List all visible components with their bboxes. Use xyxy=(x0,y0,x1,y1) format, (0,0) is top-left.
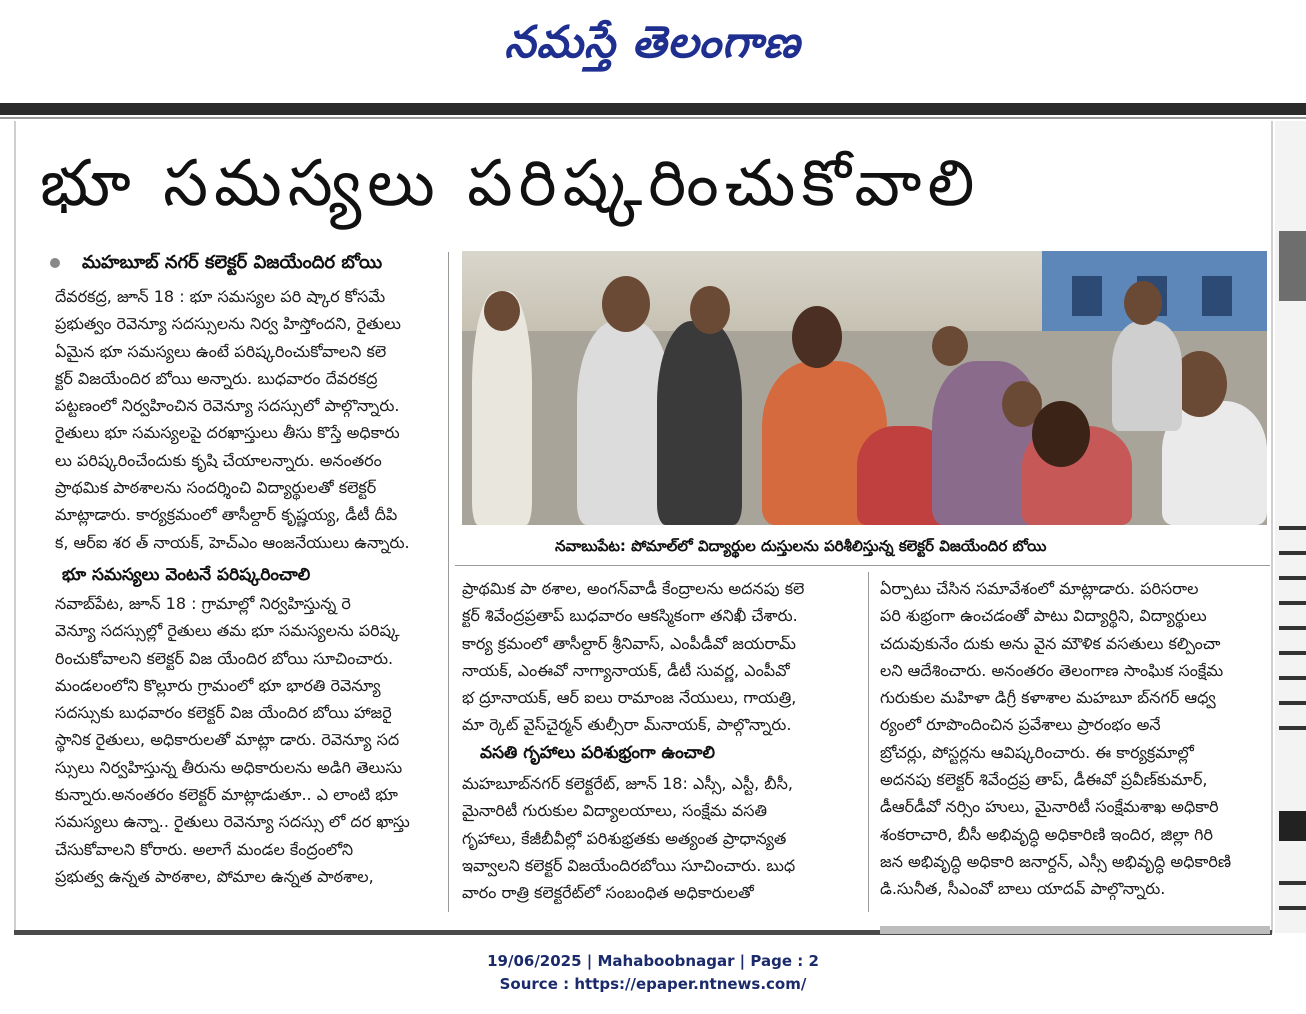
text-line: ఏమైన భూ సమస్యలు ఉంటే పరిష్కరించుకోవాలని కలె xyxy=(55,341,387,361)
byline-text: మహబూబ్ నగర్ కలెక్టర్ విజయేందిర బోయి xyxy=(82,252,383,273)
column-2-bottom xyxy=(462,770,867,906)
footer-source-link[interactable]: Source : https://epaper.ntnews.com/ xyxy=(499,975,807,993)
adjacent-text-line xyxy=(1279,726,1306,730)
photo-person-head xyxy=(932,326,968,366)
text-line: జన అభివృద్ధి అధికారి జనార్దన్, ఎస్సీ అభివృద్ధి అధికారిణి xyxy=(880,851,1232,871)
adjacent-text-line xyxy=(1279,906,1306,910)
bullet-icon xyxy=(50,258,60,268)
text-line: శంకరాచారి, బీసీ అభివృద్ధి అధికారిణి ఇందిర, జిల్లా గిరి xyxy=(880,824,1213,844)
adjacent-text-line xyxy=(1279,651,1306,655)
text-line: పట్టణంలో నిర్వహించిన రెవెన్యూ సదస్సులో పాల్గొన్నారు. xyxy=(55,396,400,416)
text-line: లని ఆదేశించారు. అనంతరం తెలంగాణ సాంఘిక సంక్షేమ xyxy=(880,660,1224,680)
text-line: పరి శుభ్రంగా ఉంచడంతో పాటు విద్యార్థిని, విద్యార్థులు xyxy=(880,606,1207,626)
adjacent-text-line xyxy=(1279,626,1306,630)
text-line: లు పరిష్కరించేందుకు కృషి చేయాలన్నారు. అనంతరం xyxy=(55,450,382,470)
text-line: క్టర్ విజయేందిర బోయి అన్నారు. బుధవారం దేవరకద్ర xyxy=(55,368,378,388)
text-line: డి.సునీత, సీఎంవో బాలు యాదవ్ పాల్గొన్నారు. xyxy=(880,879,1166,899)
adjacent-text-line xyxy=(1279,881,1306,885)
text-line: దేవరకద్ర, జూన్ 18 : భూ సమస్యల పరి ష్కార కోసమే xyxy=(55,287,386,306)
text-line: భ ద్రూనాయక్, ఆర్ ఐలు రామాంజ నేయులు, గాయత్రి, xyxy=(462,688,797,708)
text-line: ఇవ్వాలని కలెక్టర్ విజయేందిరబోయి సూచించారు. బుధ xyxy=(462,855,796,875)
text-line: గురుకుల మహిళా డిగ్రీ కళాశాల మహబూ బ్‌నగర్ ఆధ్వ xyxy=(880,688,1216,708)
footer-date-edition: 19/06/2025 | Mahaboobnagar | Page : 2 xyxy=(487,952,819,970)
article-photo xyxy=(462,251,1267,525)
text-line: మహబూబ్‌నగర్ కలెక్టరేట్, జూన్ 18: ఎస్సీ, ఎస్టీ, బీసీ, xyxy=(462,774,793,793)
text-line: స్థానిక రైతులు, అధికారులతో మాట్లా డారు. రెవెన్యూ సద xyxy=(55,730,400,750)
text-line: ఏర్పాటు చేసిన సమావేశంలో మాట్లాడారు. పరిసరాల xyxy=(880,579,1199,598)
text-line: మండలంలోని కొల్లూరు గ్రామంలో భూ భారతి రెవెన్యూ xyxy=(55,675,381,695)
text-line: కార్య క్రమంలో తాసీల్దార్ శ్రీనివాస్, ఎంపీడీవో జయరామ్ xyxy=(462,633,796,653)
photo-person xyxy=(657,321,742,525)
adjacent-text-line xyxy=(1279,601,1306,605)
photo-window xyxy=(1202,276,1232,316)
text-line: నవాబ్‌పేట, జూన్ 18 : గ్రామాల్లో నిర్వహిస్తున్న రె xyxy=(55,594,351,613)
text-line: రైతులు భూ సమస్యలపై దరఖాస్తులు తీసు కొస్తే అధికారు xyxy=(55,423,400,443)
photo-window xyxy=(1072,276,1102,316)
newspaper-logo: నమస్తే తెలంగాణ xyxy=(504,17,801,68)
text-line: నాయక్, ఎంఈవో నాగ్యానాయక్, డీటీ సువర్ణ, ఎంపీవో xyxy=(462,660,790,680)
text-line: గృహాలు, కేజీబీవీల్లో పరిశుభ్రతకు అత్యంత ప్రాధాన్యత xyxy=(462,828,787,848)
text-line: మా ర్కెట్ వైస్‌చైర్మన్ తుల్సీరా మ్‌నాయక్, పాల్గొన్నారు. xyxy=(462,715,792,735)
text-line: కున్నారు.అనంతరం కలెక్టర్ మాట్లాడుతూ.. ఎ లాంటి భూ xyxy=(55,785,398,805)
photo-person-head xyxy=(484,291,520,331)
photo-person-head xyxy=(602,276,650,332)
text-line: వారం రాత్రి కలెక్టరేట్‌లో సంబంధిత అధికారులతో xyxy=(462,883,754,903)
column-3 xyxy=(880,575,1265,903)
adjacent-text-line xyxy=(1279,676,1306,680)
column-2-top xyxy=(462,575,867,739)
page-right-border xyxy=(1271,121,1273,933)
article-headline: భూ సమస్యలు పరిష్కరించుకోవాలి xyxy=(40,147,981,221)
byline xyxy=(50,252,382,278)
text-line: క, ఆర్ఐ శర త్ నాయక్, హెచ్ఎం ఆంజనేయులు ఉన్నారు. xyxy=(55,532,410,552)
adjacent-text-line xyxy=(1279,701,1306,705)
text-line: ర్యంలో రూపొందించిన ప్రవేశాలు ప్రారంభం అనే xyxy=(880,715,1161,735)
text-line: సమస్యలు ఉన్నా.. రైతులు రెవెన్యూ సదస్సు లో దర ఖాస్తు xyxy=(55,812,410,832)
text-line: రించుకోవాలని కలెక్టర్ విజ యేందిర బోయి సూచించారు. xyxy=(55,648,394,668)
photo-caption: నవాబుపేట: పోమాల్‌లో విద్యార్థుల దుస్తులను పరిశీలిస్తున్న కలెక్టర్ విజయేందిర బోయి xyxy=(555,537,1047,555)
masthead-rule xyxy=(0,103,1306,115)
adjacent-text-line xyxy=(1279,576,1306,580)
column-1-bottom xyxy=(55,590,435,890)
adjacent-heading-fragment xyxy=(1279,811,1306,841)
adjacent-article-strip xyxy=(1275,121,1306,933)
text-line: ప్రభుత్వ ఉన్నత పాఠశాల, పోమాల ఉన్నత పాఠశాల, xyxy=(55,866,374,886)
text-line: ప్రభుత్వం రెవెన్యూ సదస్సులను నిర్వ హిస్తోందని, రైతులు xyxy=(55,314,401,334)
text-line: వెన్యూ సదస్సుల్లో రైతులు తమ భూ సమస్యలను పరిష్క xyxy=(55,621,400,641)
text-line: ప్రాథమిక పాఠశాలను సందర్శించి విద్యార్థులతో కలెక్టర్ xyxy=(55,478,377,498)
subheading-2: వసతి గృహాలు పరిశుభ్రంగా ఉంచాలి xyxy=(480,743,715,763)
text-line: చదువుకునేం దుకు అను వైన మౌళిక వసతులు కల్పించా xyxy=(880,633,1221,653)
column-divider xyxy=(448,252,449,912)
text-line: అదనపు కలెక్టర్ శివేంద్రప్ర తాప్, డీఈవో ప్రవీణ్‌కుమార్, xyxy=(880,770,1208,790)
photo-person-head xyxy=(1124,281,1162,325)
text-line: స్సులు నిర్వహిస్తున్న తీరును అధికారులను అడిగి తెలుసు xyxy=(55,757,403,777)
photo-person-head xyxy=(1032,401,1090,467)
adjacent-photo-fragment xyxy=(1279,231,1306,301)
masthead-thin-rule xyxy=(0,117,1306,119)
page-left-border xyxy=(14,121,16,933)
column-divider xyxy=(868,572,869,912)
photo-person xyxy=(1112,321,1182,431)
masthead xyxy=(0,0,1306,104)
text-line: డీఆర్‌డీవో నర్సిం హులు, మైనారిటీ సంక్షేమశాఖ అధికారి xyxy=(880,797,1219,817)
photo-person-head xyxy=(690,286,730,334)
adjacent-text-line xyxy=(1279,526,1306,530)
subheading-1: భూ సమస్యలు వెంటనే పరిష్కరించాలి xyxy=(62,565,311,585)
text-line: క్టర్ శివేంద్రప్రతాప్ బుధవారం ఆకస్మికంగా తనిఖీ చేశారు. xyxy=(462,606,798,626)
text-line: చేసుకోవాలని కోరారు. అలాగే మండల కేంద్రంలోని xyxy=(55,839,354,859)
text-line: మైనారిటీ గురుకుల విద్యాలయాలు, సంక్షేమ వసతి xyxy=(462,801,767,821)
photo-person-head xyxy=(792,306,842,368)
column-1-top xyxy=(55,283,435,556)
text-line: ప్రాథమిక పా ఠశాల, అంగన్‌వాడీ కేంద్రాలను అదనపు కలె xyxy=(462,579,805,598)
adjacent-photo-edge xyxy=(880,926,1270,934)
adjacent-text-line xyxy=(1279,551,1306,555)
section-divider xyxy=(455,565,1270,566)
text-line: బ్రోచర్లు, పోస్టర్లను ఆవిష్కరించారు. ఈ కార్యక్రమాల్లో xyxy=(880,742,1194,762)
text-line: మాట్లాడారు. కార్యక్రమంలో తాసీల్దార్ కృష్ణయ్య, డీటీ దీపి xyxy=(55,505,398,525)
text-line: సదస్సుకు బుధవారం కలెక్టర్ విజ యేందిర బోయి హాజరై xyxy=(55,703,392,723)
